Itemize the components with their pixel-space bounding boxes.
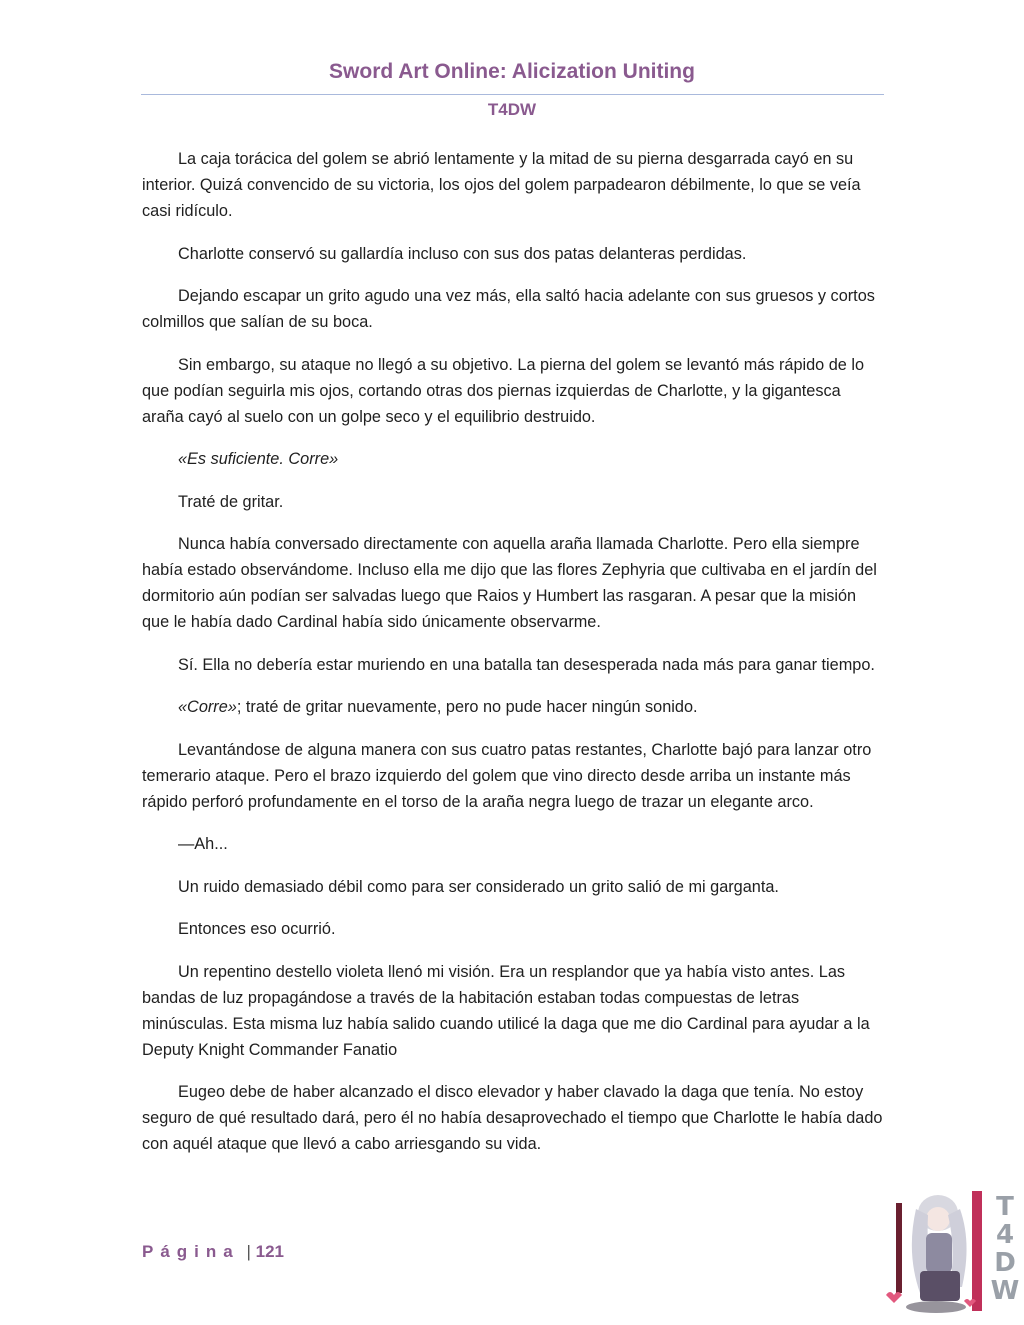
paragraph: Sí. Ella no debería estar muriendo en una batalla tan desesperada nada más para ganar tiempo. xyxy=(178,655,875,674)
logo-letters xyxy=(990,1193,1020,1305)
paragraph-quote: «Es suficiente. Corre» xyxy=(178,450,339,468)
corre-quote: «Corre» xyxy=(178,698,237,716)
header-divider xyxy=(141,94,884,95)
body-text xyxy=(142,146,884,1174)
page-footer xyxy=(142,1242,284,1262)
paragraph: Nunca había conversado directamente con aquella araña llamada Charlotte. Pero ella siempre había estado observándome. Incluso ella me dijo que las flores Zephyria que cultivaba en el jardín del dormitorio aún podían ser salvadas luego que Raios y Humbert las rasgaran. A pesar que la misión que le había dado Cardinal había sido únicamente observarme. xyxy=(142,535,877,631)
paragraph-corre-text: ; traté de gritar nuevamente, pero no pude hacer ningún sonido. xyxy=(236,698,698,716)
logo-letter: 4 xyxy=(995,1220,1015,1250)
paragraph: Sin embargo, su ataque no llegó a su objetivo. La pierna del golem se levantó más rápido de lo que podían seguirla mis ojos, cortando otras dos piernas izquierdas de Charlotte, y la gigantesca araña cayó al suelo con un golpe seco y el equilibrio destruido. xyxy=(142,355,865,426)
paragraph: Eugeo debe de haber alcanzado el disco elevador y haber clavado la daga que tenía. No estoy seguro de qué resultado dará, pero él no había desaprovechado el tiempo que Charlotte le había dado con aquél ataque que llevó a cabo arriesgando su vida. xyxy=(142,1083,883,1153)
document-subtitle: T4DW xyxy=(487,100,537,119)
page-number: 121 xyxy=(255,1242,285,1261)
paragraph-corre xyxy=(142,694,884,720)
paragraph: Dejando escapar un grito agudo una vez más, ella saltó hacia adelante con sus gruesos y cortos colmillos que salían de su boca. xyxy=(142,287,875,331)
paragraph: Un repentino destello violeta llenó mi visión. Era un resplandor que ya había visto antes. Las bandas de luz propagándose a través de la habitación estaban todas compuestas de letras minúsculas. Esta misma luz había salido cuando utilicé la daga que me dio Cardinal para ayudar a la Deputy Knight Commander Fanatio xyxy=(142,962,870,1059)
paragraph: Levantándose de alguna manera con sus cuatro patas restantes, Charlotte bajó para lanzar otro temerario ataque. Pero el brazo izquierdo del golem que vino directo desde arriba un instante más rápido perforó profundamente en el torso de la araña negra luego de trazar un elegante arco. xyxy=(142,740,872,811)
paragraph: La caja torácica del golem se abrió lentamente y la mitad de su pierna desgarrada cayó en su interior. Quizá convencido de su victoria, los ojos del golem parpadearon débilmente, lo que se veía casi ridículo. xyxy=(142,150,861,220)
paragraph: Traté de gritar. xyxy=(178,492,284,511)
page-label: Página xyxy=(142,1242,240,1261)
paragraph: Entonces eso ocurrió. xyxy=(178,920,336,938)
logo-letter: T xyxy=(996,1192,1014,1222)
character-illustration xyxy=(886,1191,982,1313)
document-title: Sword Art Online: Alicization Uniting xyxy=(329,60,695,83)
paragraph: Un ruido demasiado débil como para ser considerado un grito salió de mi garganta. xyxy=(178,877,779,896)
page-separator: | xyxy=(246,1242,251,1261)
logo-letter: D xyxy=(994,1248,1016,1278)
paragraph: Charlotte conservó su gallardía incluso con sus dos patas delanteras perdidas. xyxy=(178,244,747,263)
logo-letter: W xyxy=(990,1276,1020,1306)
paragraph: —Ah... xyxy=(178,835,228,853)
